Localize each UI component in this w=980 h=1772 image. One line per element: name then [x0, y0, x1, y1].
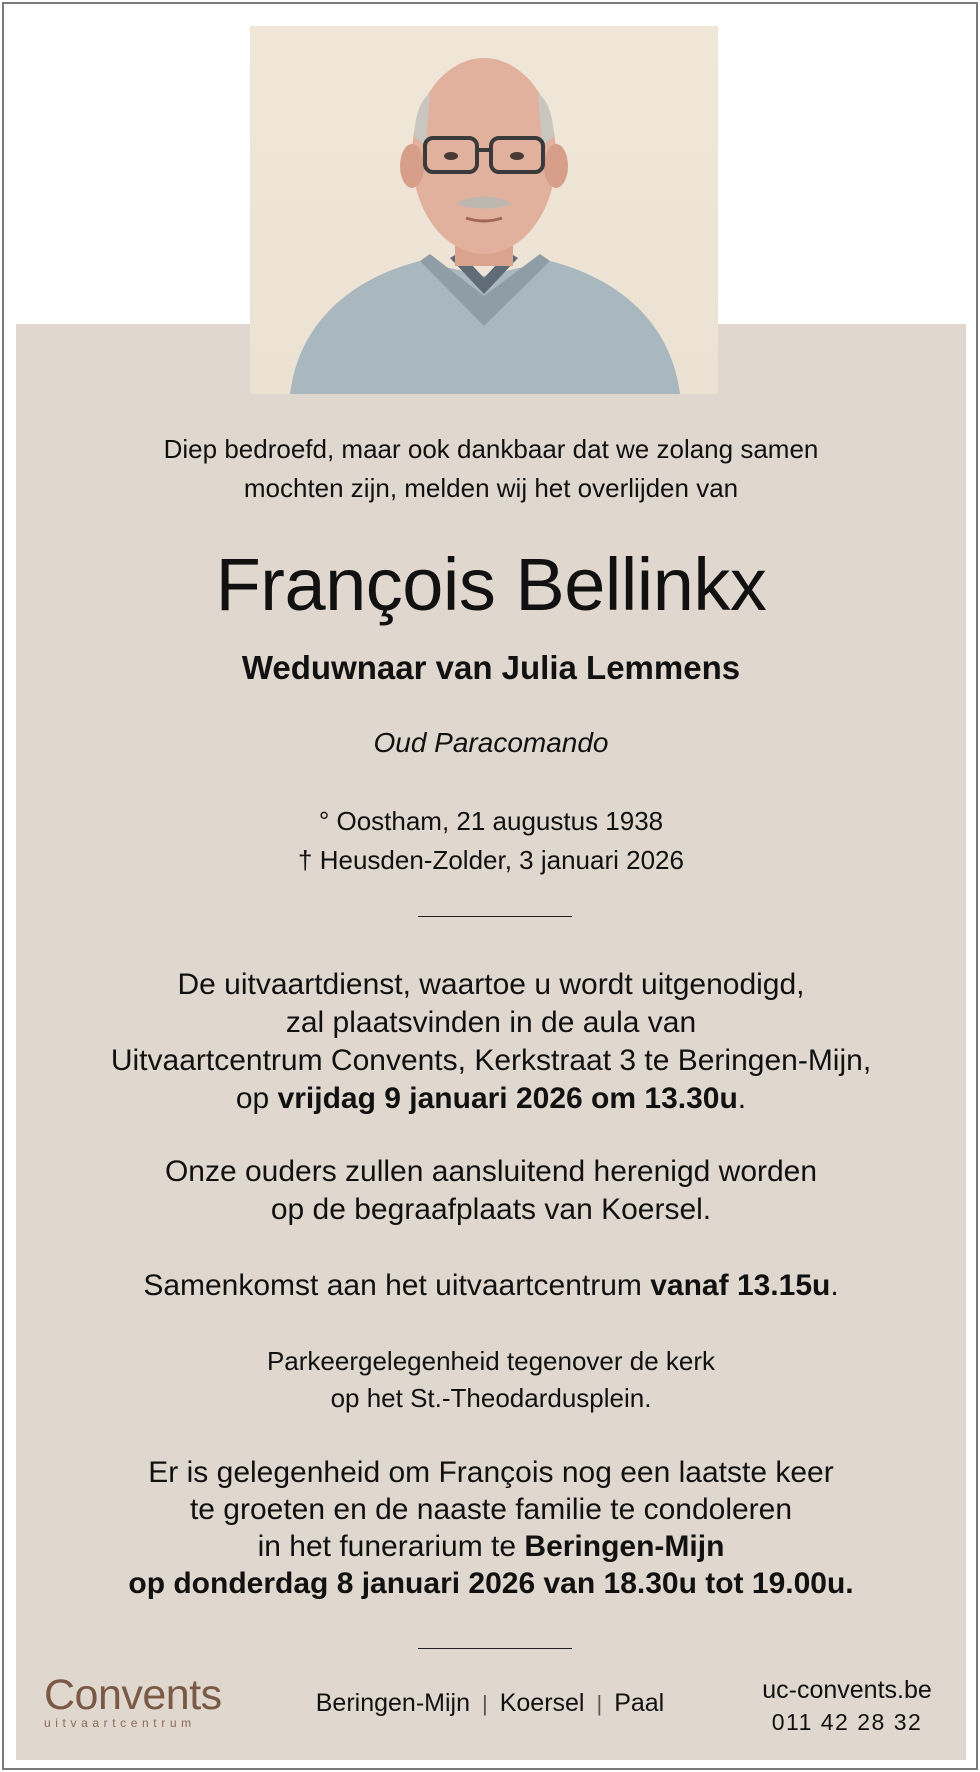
service-suffix: .	[737, 1082, 747, 1115]
intro-text	[16, 430, 966, 508]
portrait-photo	[250, 26, 718, 394]
visit-prefix: in het funerarium te	[257, 1530, 525, 1563]
convents-logo	[44, 1672, 224, 1730]
visit-location: Beringen-Mijn	[524, 1530, 725, 1563]
parking-line: Parkeergelegenheid tegenover de kerk	[266, 1346, 716, 1376]
footer-contact	[740, 1674, 954, 1738]
parking-text	[16, 1343, 966, 1417]
visit-text	[16, 1454, 966, 1602]
visit-datetime: op donderdag 8 januari 2026 van 18.30u tot 19.00u.	[128, 1567, 854, 1600]
title-line: Oud Paracomando	[373, 727, 609, 758]
service-line: zal plaatsvinden in de aula van	[285, 1006, 697, 1039]
location-koersel: Koersel	[499, 1689, 585, 1717]
intro-line: mochten zijn, melden wij het overlijden van	[243, 473, 739, 503]
location-separator: |	[482, 1691, 488, 1716]
gathering-label: Samenkomst aan het uitvaartcentrum	[143, 1269, 651, 1302]
service-line: De uitvaartdienst, waartoe u wordt uitgenodigd,	[177, 968, 805, 1001]
widower-line: Weduwnaar van Julia Lemmens	[241, 649, 741, 686]
dates-block	[16, 802, 966, 880]
burial-text	[16, 1153, 966, 1229]
burial-line: op de begraafplaats van Koersel.	[270, 1193, 712, 1226]
service-prefix: op	[235, 1082, 278, 1115]
birth-date: ° Oostham, 21 augustus 1938	[318, 806, 664, 836]
visit-line: te groeten en de naaste familie te condoleren	[189, 1493, 793, 1526]
gathering-time: vanaf 13.15u	[650, 1269, 831, 1302]
death-date: † Heusden-Zolder, 3 januari 2026	[298, 845, 684, 875]
phone-number: 011 42 28 32	[771, 1709, 923, 1735]
service-text	[16, 966, 966, 1118]
gathering-text	[16, 1266, 966, 1306]
divider-line	[418, 916, 572, 917]
location-beringen-mijn: Beringen-Mijn	[315, 1689, 470, 1717]
divider-line	[418, 1648, 572, 1649]
parking-line: op het St.-Theodardusplein.	[330, 1383, 652, 1413]
burial-line: Onze ouders zullen aansluitend herenigd worden	[164, 1155, 818, 1188]
service-line: Uitvaartcentrum Convents, Kerkstraat 3 te Beringen-Mijn,	[110, 1044, 872, 1077]
location-separator: |	[596, 1691, 603, 1716]
location-paal: Paal	[614, 1689, 665, 1717]
logo-subtitle: uitvaartcentrum	[44, 1716, 196, 1730]
logo-wordmark: Convents	[44, 1671, 222, 1719]
service-datetime: vrijdag 9 januari 2026 om 13.30u	[277, 1082, 738, 1115]
visit-line	[16, 1528, 966, 1565]
website-link[interactable]: uc-convents.be	[762, 1676, 932, 1704]
visit-line: Er is gelegenheid om François nog een laatste keer	[148, 1456, 834, 1489]
footer-locations	[300, 1686, 680, 1721]
service-date-line	[16, 1080, 966, 1118]
intro-line: Diep bedroefd, maar ook dankbaar dat we zolang samen	[163, 434, 819, 464]
deceased-name: François Bellinkx	[215, 543, 767, 626]
gathering-suffix: .	[830, 1269, 839, 1302]
